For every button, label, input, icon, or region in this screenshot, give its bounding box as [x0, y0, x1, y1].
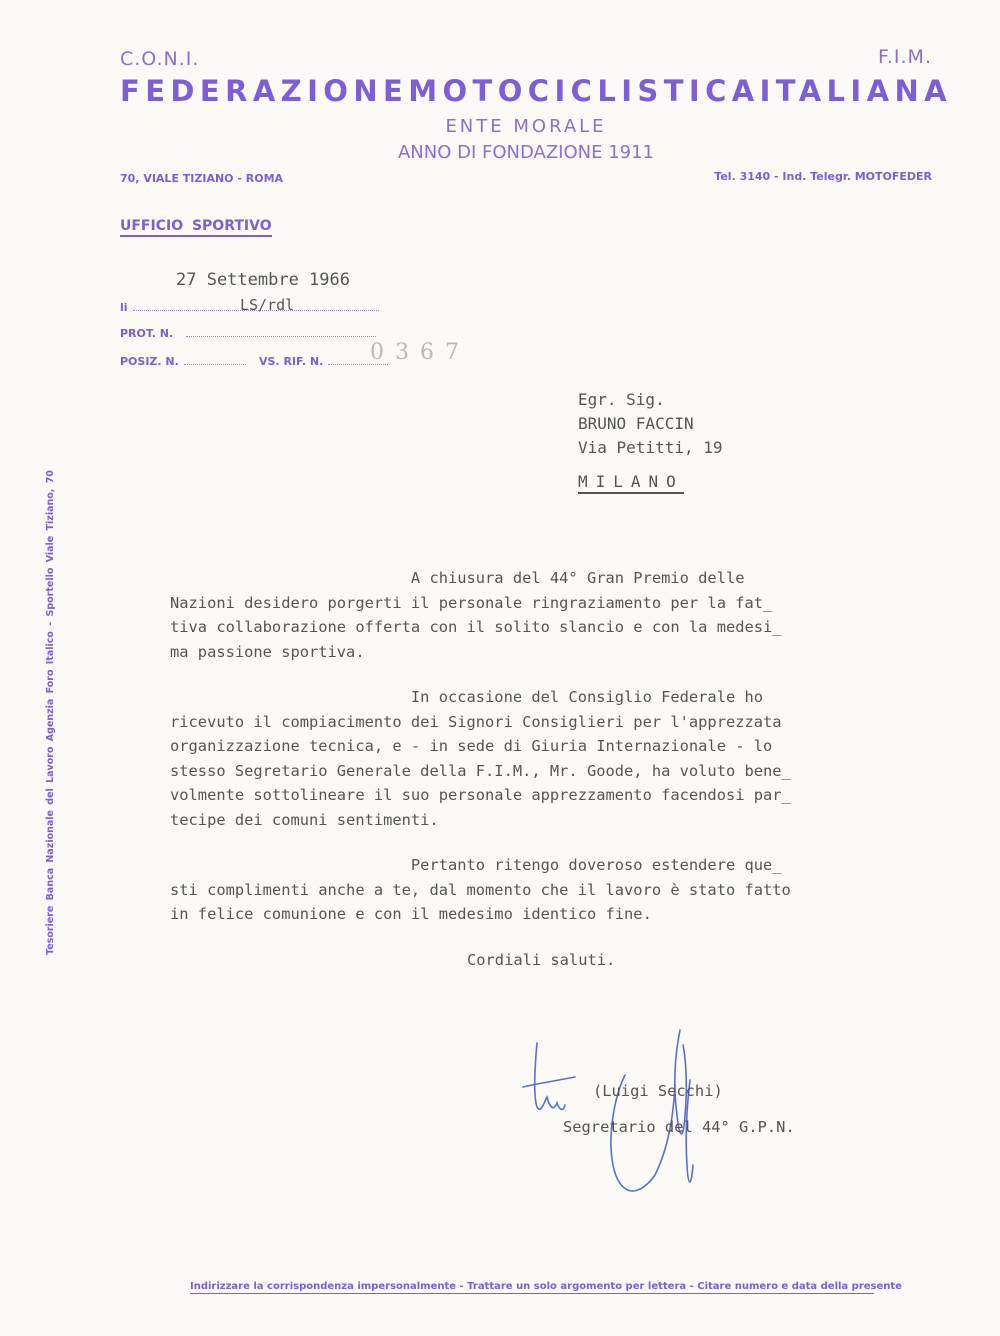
- text-line: ma passione sportiva.: [170, 642, 365, 661]
- text-line: organizzazione tecnica, e - in sede di Giuria Internazionale - lo: [170, 737, 773, 756]
- prot-label: PROT. N.: [120, 327, 174, 340]
- office-heading: UFFICIO SPORTIVO: [120, 218, 272, 237]
- coni-label: C.O.N.I.: [120, 48, 200, 70]
- stamp-number: 0 3 6 7: [370, 340, 461, 365]
- salutation: Egr. Sig.: [578, 390, 665, 409]
- dotted-line: [186, 328, 376, 337]
- text-line: tiva collaborazione offerta con il solito slancio e con la medesi_: [170, 618, 782, 637]
- title-word: ITALIANA: [759, 74, 952, 108]
- text-line: stesso Segretario Generale della F.I.M., Mr. Goode, ha voluto bene_: [170, 761, 791, 780]
- li-label: li: [120, 301, 128, 314]
- recipient-block: [578, 388, 723, 460]
- posiz-label: POSIZ. N.: [120, 355, 179, 368]
- dotted-line: [184, 356, 246, 365]
- address: 70, VIALE TIZIANO - ROMA: [120, 172, 284, 185]
- signatory-title: Segretario del 44° G.P.N.: [563, 1118, 795, 1136]
- text-line: ricevuto il compiacimento dei Signori Consiglieri per l'apprezzata: [170, 712, 782, 731]
- title-word: MOTOCICLISTICA: [408, 74, 760, 108]
- telephone: Tel. 3140 - Ind. Telegr. MOTOFEDER: [714, 170, 932, 183]
- city-name: MILANO: [578, 472, 684, 491]
- text-line: Nazioni desidero porgerti il personale ringraziamento per la fat_: [170, 593, 773, 612]
- text-line: A chiusura del 44° Gran Premio delle: [170, 569, 745, 587]
- text-line: Pertanto ritengo doveroso estendere que_: [170, 856, 782, 874]
- bank-sidebar-text: Tesoriere Banca Nazionale del Lavoro Agenzia Foro Italico - Sportello Viale Tiziano, 70: [45, 470, 56, 955]
- footer-instructions: Indirizzare la corrispondenza impersonalmente - Trattare un solo argomento per lettera - Citare numero e data della presente: [190, 1281, 902, 1292]
- signatory-name: (Luigi Secchi): [593, 1082, 723, 1100]
- text-line: volmente sottolineare il suo personale apprezzamento facendosi par_: [170, 786, 791, 805]
- recipient-name: BRUNO FACCIN: [578, 414, 694, 433]
- ente-morale: ENTE MORALE: [445, 116, 607, 137]
- closing: Cordiali saluti.: [467, 951, 616, 969]
- li-value: LS/rdl: [240, 296, 295, 314]
- vs-rif-label: VS. RIF. N.: [259, 355, 324, 368]
- founding-year: ANNO DI FONDAZIONE 1911: [397, 142, 655, 163]
- paragraph-1: [170, 566, 890, 664]
- text-line: In occasione del Consiglio Federale ho: [170, 688, 764, 706]
- text-line: tecipe dei comuni sentimenti.: [170, 810, 439, 829]
- fim-label: F.I.M.: [878, 46, 932, 68]
- prot-field: [120, 322, 376, 341]
- title-word: FEDERAZIONE: [120, 74, 409, 108]
- posiz-field: [120, 350, 388, 369]
- paragraph-2: [170, 685, 890, 833]
- handwritten-signature-icon: [515, 1025, 715, 1205]
- paragraph-3: [170, 853, 890, 927]
- recipient-city: [578, 472, 684, 494]
- text-line: in felice comunione e con il medesimo identico fine.: [170, 905, 652, 924]
- text-line: sti complimenti anche a te, dal momento che il lavoro è stato fatto: [170, 880, 791, 899]
- recipient-street: Via Petitti, 19: [578, 438, 723, 457]
- letter-date: 27 Settembre 1966: [176, 270, 350, 290]
- federation-title: [120, 74, 952, 108]
